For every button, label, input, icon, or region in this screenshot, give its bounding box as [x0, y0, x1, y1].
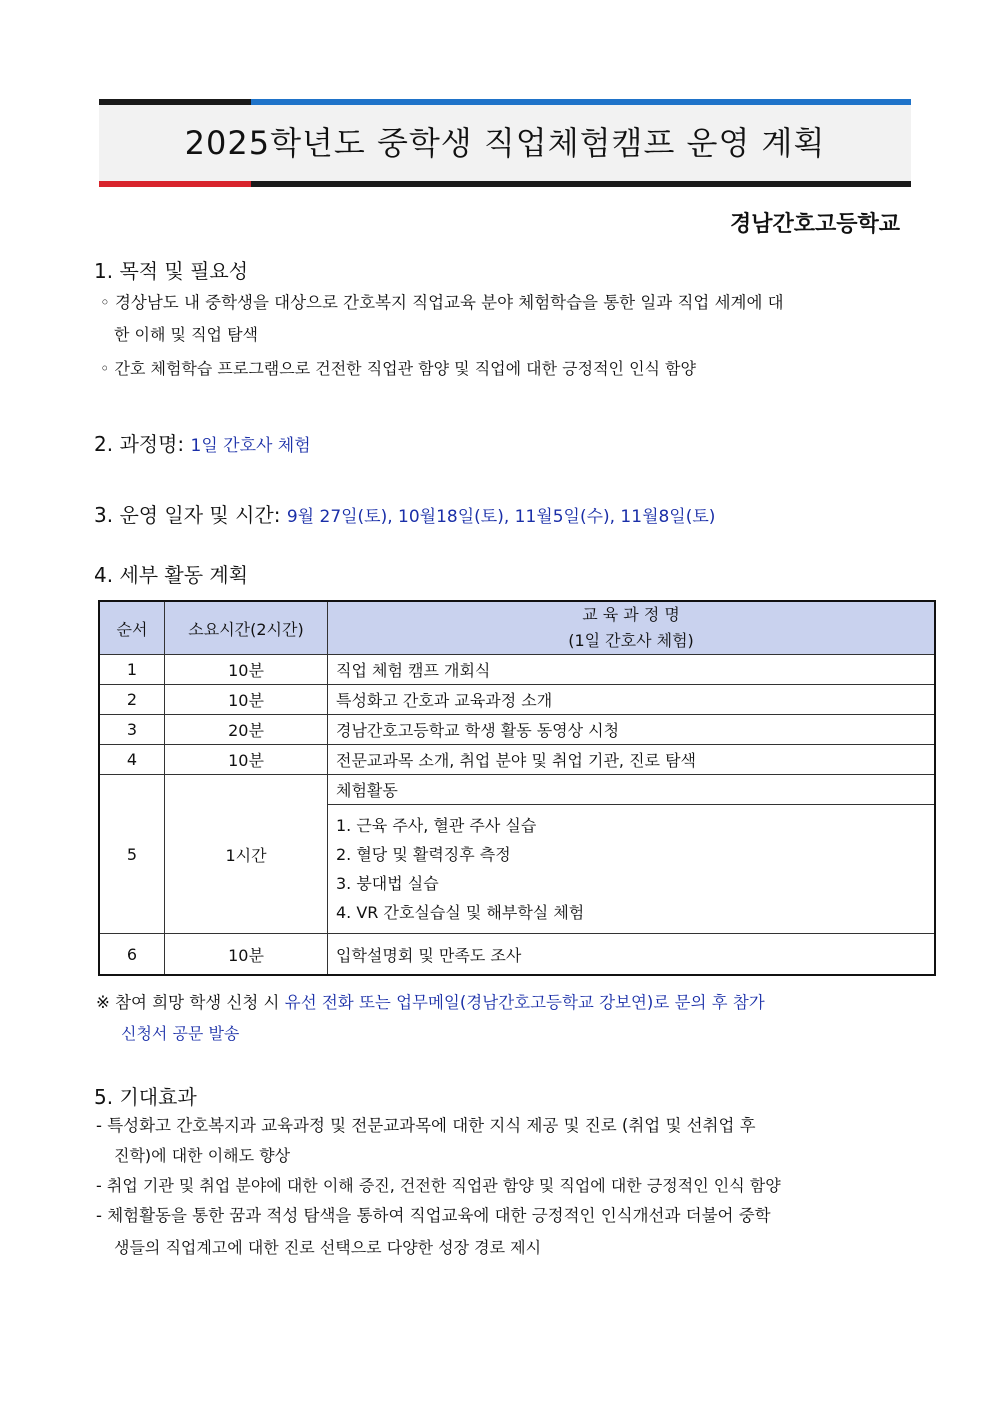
cell-activity-title: 체험활동	[328, 775, 936, 805]
section1-item: ◦ 간호 체험학습 프로그램으로 건전한 직업관 함양 및 직업에 대한 긍정적인 인식 함양	[100, 359, 696, 378]
cell-duration: 10분	[165, 745, 328, 775]
cell-duration: 20분	[165, 715, 328, 745]
section1-item: ◦ 경상남도 내 중학생을 대상으로 간호복지 직업교육 분야 체험학습을 통한 일과 직업 세계에 대	[100, 293, 784, 312]
cell-content: 입학설명회 및 만족도 조사	[328, 934, 936, 976]
cell-duration: 1시간	[165, 775, 328, 934]
section5-item: 진학)에 대한 이해도 향상	[114, 1146, 291, 1165]
section1-heading: 1. 목적 및 필요성	[94, 259, 249, 283]
table-row	[99, 685, 935, 715]
course-name: 1일 간호사 체험	[190, 436, 311, 456]
section2-label: 2. 과정명:	[94, 432, 185, 456]
header-course-title: 교 육 과 정 명	[582, 605, 680, 624]
table-row	[99, 745, 935, 775]
header-order: 순서	[99, 601, 165, 655]
cell-order: 4	[99, 745, 165, 775]
cell-content: 직업 체험 캠프 개회식	[328, 655, 936, 685]
activity-item: 2. 혈당 및 활력징후 측정	[336, 845, 511, 864]
activity-item: 1. 근육 주사, 혈관 주사 실습	[336, 816, 537, 835]
note-prefix: ※ 참여 희망 학생 신청 시	[96, 993, 285, 1012]
section4-heading: 4. 세부 활동 계획	[94, 563, 249, 587]
cell-order: 3	[99, 715, 165, 745]
table-header-row	[99, 601, 935, 655]
cell-content: 특성화고 간호과 교육과정 소개	[328, 685, 936, 715]
title-box	[99, 99, 911, 187]
school-name: 경남간호고등학교	[729, 212, 900, 237]
section5-item: - 특성화고 간호복지과 교육과정 및 전문교과목에 대한 지식 제공 및 진로 (취업 및 선취업 후	[96, 1116, 756, 1135]
cell-content: 경남간호고등학교 학생 활동 동영상 시청	[328, 715, 936, 745]
note-contact: 유선 전화 또는 업무메일(경남간호고등학교 강보연)로 문의 후 참가	[284, 993, 765, 1012]
header-course-subtitle: (1일 간호사 체험)	[568, 631, 694, 650]
table-row	[99, 934, 935, 976]
section3-heading	[94, 499, 715, 528]
cell-content: 전문교과목 소개, 취업 분야 및 취업 기관, 진로 탐색	[328, 745, 936, 775]
activity-item: 3. 붕대법 실습	[336, 874, 439, 893]
title-bar-bottom-left	[99, 181, 251, 187]
application-note-line2: 신청서 공문 발송	[121, 1024, 240, 1043]
cell-order: 1	[99, 655, 165, 685]
section5-item: - 취업 기관 및 취업 분야에 대한 이해 증진, 건전한 직업관 함양 및 직업에 대한 긍정적인 인식 함양	[96, 1176, 781, 1195]
table-row	[99, 775, 935, 805]
section3-label: 3. 운영 일자 및 시간:	[94, 503, 281, 527]
section5-heading: 5. 기대효과	[94, 1085, 197, 1109]
table-row	[99, 715, 935, 745]
cell-order: 5	[99, 775, 165, 934]
section1-item: 한 이해 및 직업 탐색	[114, 325, 258, 344]
schedule-dates: 9월 27일(토), 10월18일(토), 11월5일(수), 11월8일(토)	[286, 507, 716, 527]
cell-order: 6	[99, 934, 165, 976]
section2-heading	[94, 428, 311, 457]
table-row	[99, 655, 935, 685]
title-bar-bottom-right	[251, 181, 911, 187]
activity-table	[98, 600, 936, 976]
document-title: 2025학년도 중학생 직업체험캠프 운영 계획	[184, 124, 826, 162]
cell-duration: 10분	[165, 934, 328, 976]
cell-duration: 10분	[165, 685, 328, 715]
section5-item: 생들의 직업계고에 대한 진로 선택으로 다양한 성장 경로 제시	[114, 1238, 542, 1257]
header-course	[328, 601, 936, 655]
cell-duration: 10분	[165, 655, 328, 685]
header-duration: 소요시간(2시간)	[165, 601, 328, 655]
activity-item: 4. VR 간호실습실 및 해부학실 체험	[336, 903, 585, 922]
cell-activity-list	[328, 805, 936, 934]
cell-order: 2	[99, 685, 165, 715]
application-note	[96, 993, 765, 1013]
section5-item: - 체험활동을 통한 꿈과 적성 탐색을 통하여 직업교육에 대한 긍정적인 인식개선과 더불어 중학	[96, 1206, 771, 1225]
